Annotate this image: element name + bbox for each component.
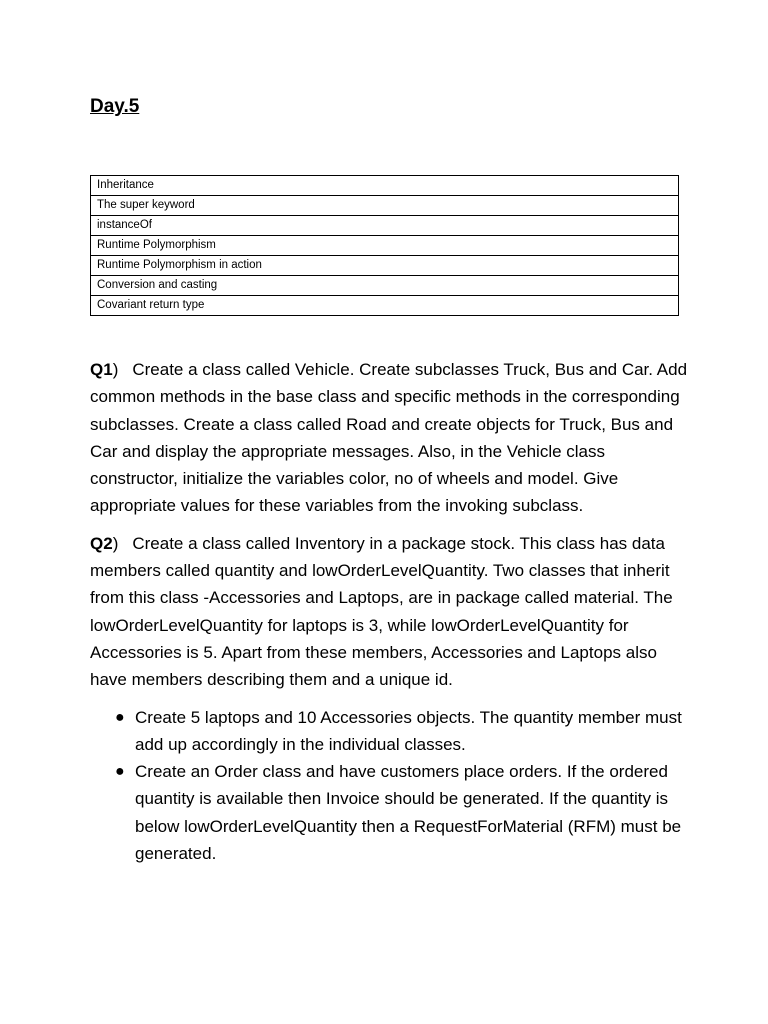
table-row [91,176,679,196]
topic-cell: The super keyword [91,196,679,216]
question-1-label: Q1 [90,360,113,379]
topics-table [90,175,679,316]
question-1-paren: ) [112,360,119,379]
question-1-text: Create a class called Vehicle. Create subclasses Truck, Bus and Car. Add common methods in the base class and specific methods in the corresponding subclasses. Create a class called Road and create objects for Truck, Bus and Car and display the appropriate messages. Also, in the Vehicle class constructor, initialize the variables color, no of wheels and model. Give appropriate values for these variables from the invoking subclass. [90,360,688,516]
table-row [91,236,679,256]
question-2 [90,530,690,694]
topic-cell: Runtime Polymorphism in action [91,256,679,276]
question-2-bullets [90,704,690,868]
topic-cell: Covariant return type [91,296,679,316]
bullet-text: Create an Order class and have customers place orders. If the ordered quantity is available then Invoice should be generated. If the quantity is below lowOrderLevelQuantity then a RequestForMaterial (RFM) must be generated. [135,762,682,864]
table-row [91,276,679,296]
bullet-text: Create 5 laptops and 10 Accessories objects. The quantity member must add up accordingly in the individual classes. [135,707,682,754]
topic-cell: Runtime Polymorphism [91,236,679,256]
question-2-label: Q2 [90,533,113,553]
bullet-icon: ● [115,708,125,726]
bullet-icon: ● [115,763,125,781]
topic-cell: Inheritance [91,176,679,196]
table-row [91,296,679,316]
table-row [91,256,679,276]
question-1 [90,356,690,520]
questions-section [90,356,690,867]
page-title: Day.5 [90,96,140,117]
list-item [90,758,690,867]
list-item [90,704,690,759]
question-2-paren: ) [112,533,119,553]
table-row [91,196,679,216]
question-2-text: Create a class called Inventory in a package stock. This class has data members called quantity and lowOrderLevelQuantity. Two classes that inherit from this class -Accessories and Laptops, are in package called material. The lowOrderLevelQuantity for laptops is 3, while lowOrderLevelQuantity for Accessories is 5. Apart from these members, Accessories and Laptops also have members describing them and a unique id. [90,533,673,690]
table-row [91,216,679,236]
topic-cell: instanceOf [91,216,679,236]
topic-cell: Conversion and casting [91,276,679,296]
